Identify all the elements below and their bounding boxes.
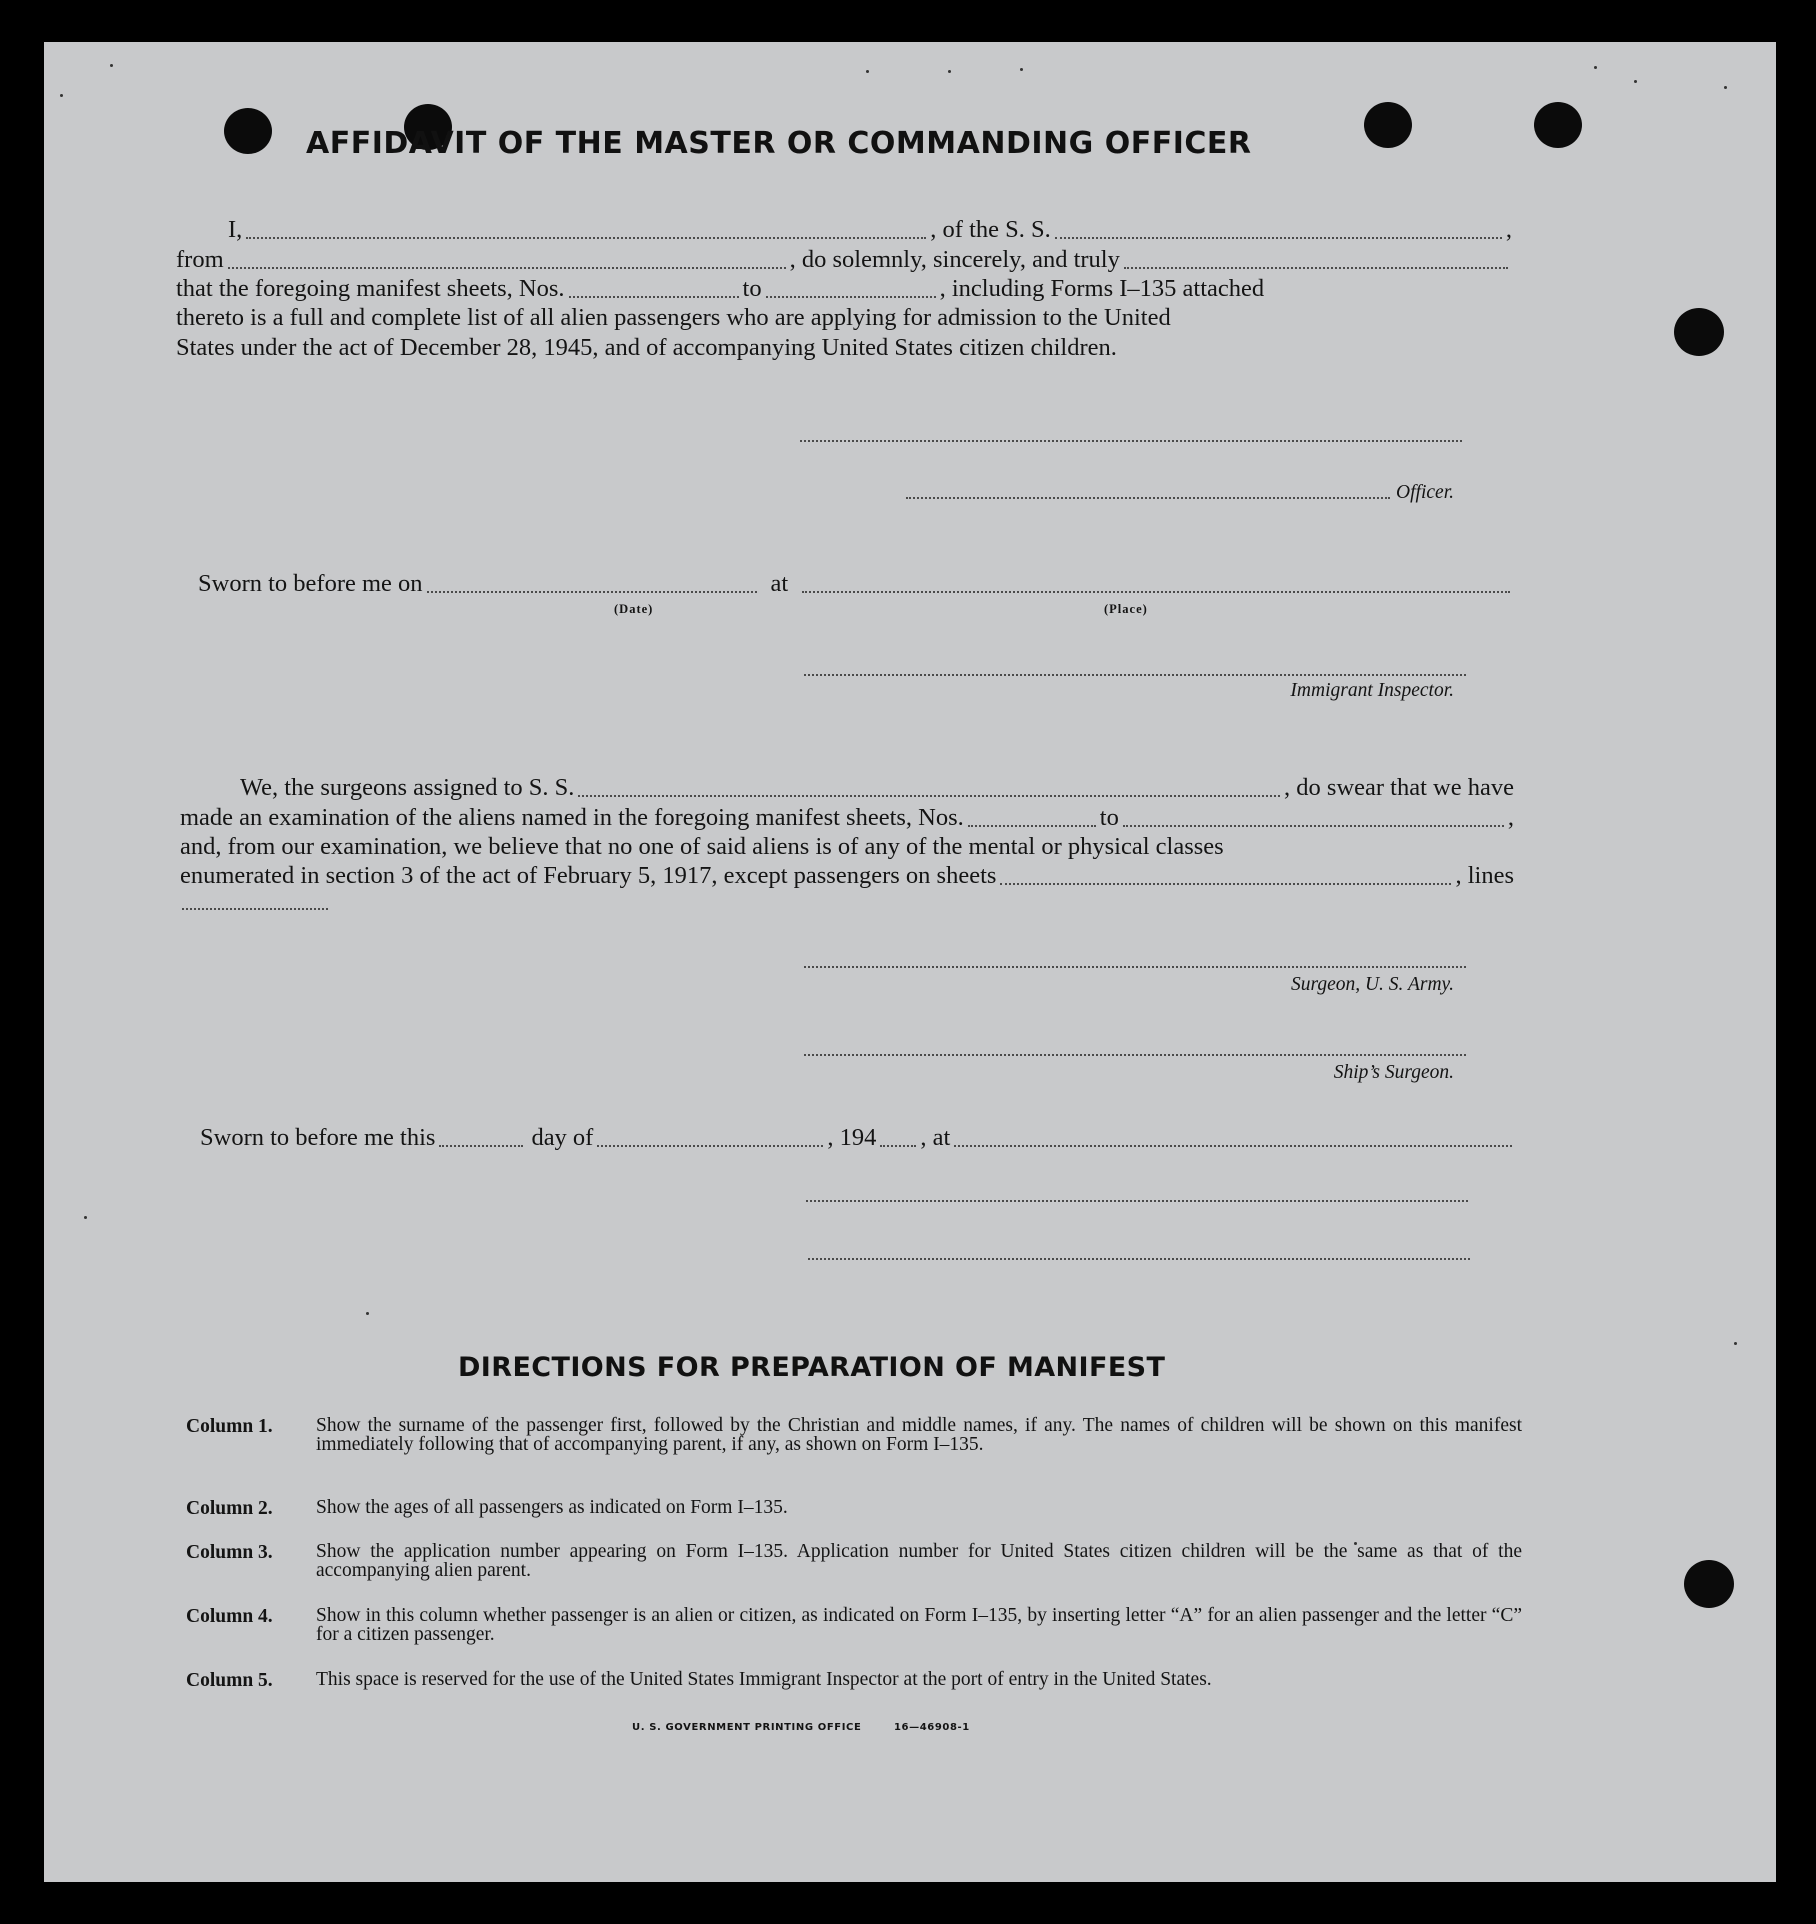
punch-hole: [1684, 1560, 1734, 1608]
surgeons-ship-field[interactable]: [578, 794, 1280, 797]
speck: [1020, 68, 1023, 71]
text: States under the act of December 28, 1945, and of accompanying United States citizen children.: [176, 333, 1117, 361]
text: day of: [531, 1123, 594, 1151]
date-caption: (Date): [614, 602, 654, 616]
signature-line[interactable]: [806, 1200, 1468, 1202]
sworn-line-1: [194, 566, 1514, 596]
signature-line[interactable]: [808, 1258, 1470, 1260]
direction-text: Show in this column whether passenger is an alien or citizen, as indicated on Form I–135, by inserting letter “A” for an alien passenger and the letter “C” for a citizen passenger.: [316, 1605, 1522, 1645]
form-page: [44, 42, 1776, 1882]
text: Sworn to before me this: [200, 1123, 436, 1151]
army-surgeon-signature-line[interactable]: [804, 966, 1466, 968]
text: , including Forms I–135 attached: [939, 274, 1265, 302]
text: , do solemnly, sincerely, and truly: [789, 245, 1120, 273]
text: made an examination of the aliens named in the foregoing manifest sheets, Nos.: [180, 803, 964, 831]
place-caption: (Place): [1104, 602, 1148, 616]
text: , lines: [1455, 861, 1514, 889]
text: to: [742, 274, 762, 302]
direction-column-label: Column 3.: [186, 1542, 273, 1563]
sheet-from-field[interactable]: [569, 295, 739, 298]
sworn-month-field[interactable]: [597, 1144, 823, 1147]
sworn-day-field[interactable]: [439, 1144, 523, 1147]
form-code: 16—46908-1: [894, 1722, 970, 1733]
speck: [60, 94, 63, 97]
sworn-year-field[interactable]: [880, 1144, 916, 1147]
speck: [948, 70, 951, 73]
printing-office: U. S. GOVERNMENT PRINTING OFFICE: [632, 1722, 862, 1733]
inspector-signature-line[interactable]: [804, 674, 1466, 676]
direction-column-label: Column 5.: [186, 1670, 273, 1691]
surgeons-sheet-to-field[interactable]: [1123, 824, 1504, 827]
punch-hole: [224, 108, 272, 154]
text: thereto is a full and complete list of all alien passengers who are applying for admission to the United: [176, 303, 1171, 331]
affidavit-title: AFFIDAVIT OF THE MASTER OR COMMANDING OFFICER: [306, 126, 1252, 161]
text: , at: [920, 1123, 951, 1151]
speck: [110, 64, 113, 67]
speck: [1724, 86, 1727, 89]
sheet-to-field[interactable]: [766, 295, 936, 298]
direction-column-label: Column 4.: [186, 1606, 273, 1627]
text: I,: [228, 215, 243, 243]
from-port-field[interactable]: [228, 266, 786, 269]
surgeons-line-1: [180, 770, 1514, 800]
ship-name-field[interactable]: [1055, 236, 1502, 239]
speck: [84, 1216, 87, 1219]
speck: [366, 1312, 369, 1315]
text: from: [176, 245, 224, 273]
affidavit-line-1: [176, 212, 1512, 242]
text: ,: [1505, 215, 1512, 243]
affidavit-line-3: [176, 271, 1512, 301]
ship-surgeon-signature-line[interactable]: [804, 1054, 1466, 1056]
text: at: [770, 569, 789, 597]
text: and, from our examination, we believe that no one of said aliens is of any of the mental or physical classes: [180, 832, 1224, 860]
speck: [1594, 66, 1597, 69]
affidavit-line-2: [176, 242, 1512, 272]
speck: [1634, 80, 1637, 83]
punch-hole: [1674, 308, 1724, 356]
punch-hole: [1534, 102, 1582, 148]
oath-type-field[interactable]: [1124, 266, 1508, 269]
affidavit-line-5: [176, 330, 1512, 360]
sworn-line-2: [200, 1120, 1516, 1150]
officer-title-line[interactable]: [906, 497, 1390, 499]
text: ,: [1507, 803, 1514, 831]
inspector-label: Immigrant Inspector.: [1290, 680, 1454, 701]
except-lines-field[interactable]: [182, 908, 328, 910]
sworn-date-field[interactable]: [427, 590, 757, 593]
direction-text: This space is reserved for the use of the United States Immigrant Inspector at the port of entry in the United States.: [316, 1669, 1212, 1690]
surgeons-sheet-from-field[interactable]: [968, 824, 1096, 827]
text: , do swear that we have: [1284, 773, 1514, 801]
surgeons-line-2: [180, 800, 1514, 830]
text: Sworn to before me on: [198, 569, 423, 597]
text: , 194: [827, 1123, 877, 1151]
sworn-place-field[interactable]: [802, 590, 1510, 593]
officer-signature-line[interactable]: [800, 440, 1462, 442]
text: that the foregoing manifest sheets, Nos.: [176, 274, 565, 302]
speck: [1734, 1342, 1737, 1345]
officer-name-field[interactable]: [246, 236, 926, 239]
direction-text: Show the application number appearing on Form I–135. Application number for United States citizen children will be the same as that of the accompanying alien parent.: [316, 1541, 1522, 1581]
direction-text: Show the surname of the passenger first, followed by the Christian and middle names, if any. The names of children will be shown on this manifest immediately following that of accompanying parent, if any, as shown on Form I–135.: [316, 1415, 1522, 1455]
army-surgeon-label: Surgeon, U. S. Army.: [1290, 974, 1454, 995]
sworn-place-field-2[interactable]: [954, 1144, 1512, 1147]
except-sheets-field[interactable]: [1000, 882, 1451, 885]
ship-surgeon-label: Ship’s Surgeon.: [1333, 1062, 1454, 1083]
surgeons-line-3: [180, 829, 1514, 859]
officer-label: Officer.: [1396, 482, 1454, 503]
direction-column-label: Column 2.: [186, 1498, 273, 1519]
directions-title: DIRECTIONS FOR PREPARATION OF MANIFEST: [458, 1352, 1166, 1383]
direction-column-label: Column 1.: [186, 1416, 273, 1437]
direction-text: Show the ages of all passengers as indicated on Form I–135.: [316, 1497, 788, 1518]
text: , of the S. S.: [930, 215, 1051, 243]
text: to: [1099, 803, 1119, 831]
affidavit-line-4: [176, 300, 1512, 330]
surgeons-line-4: [180, 858, 1514, 888]
speck: [866, 70, 869, 73]
text: enumerated in section 3 of the act of February 5, 1917, except passengers on sheets: [180, 861, 997, 889]
punch-hole: [1364, 102, 1412, 148]
text: We, the surgeons assigned to S. S.: [240, 773, 575, 801]
